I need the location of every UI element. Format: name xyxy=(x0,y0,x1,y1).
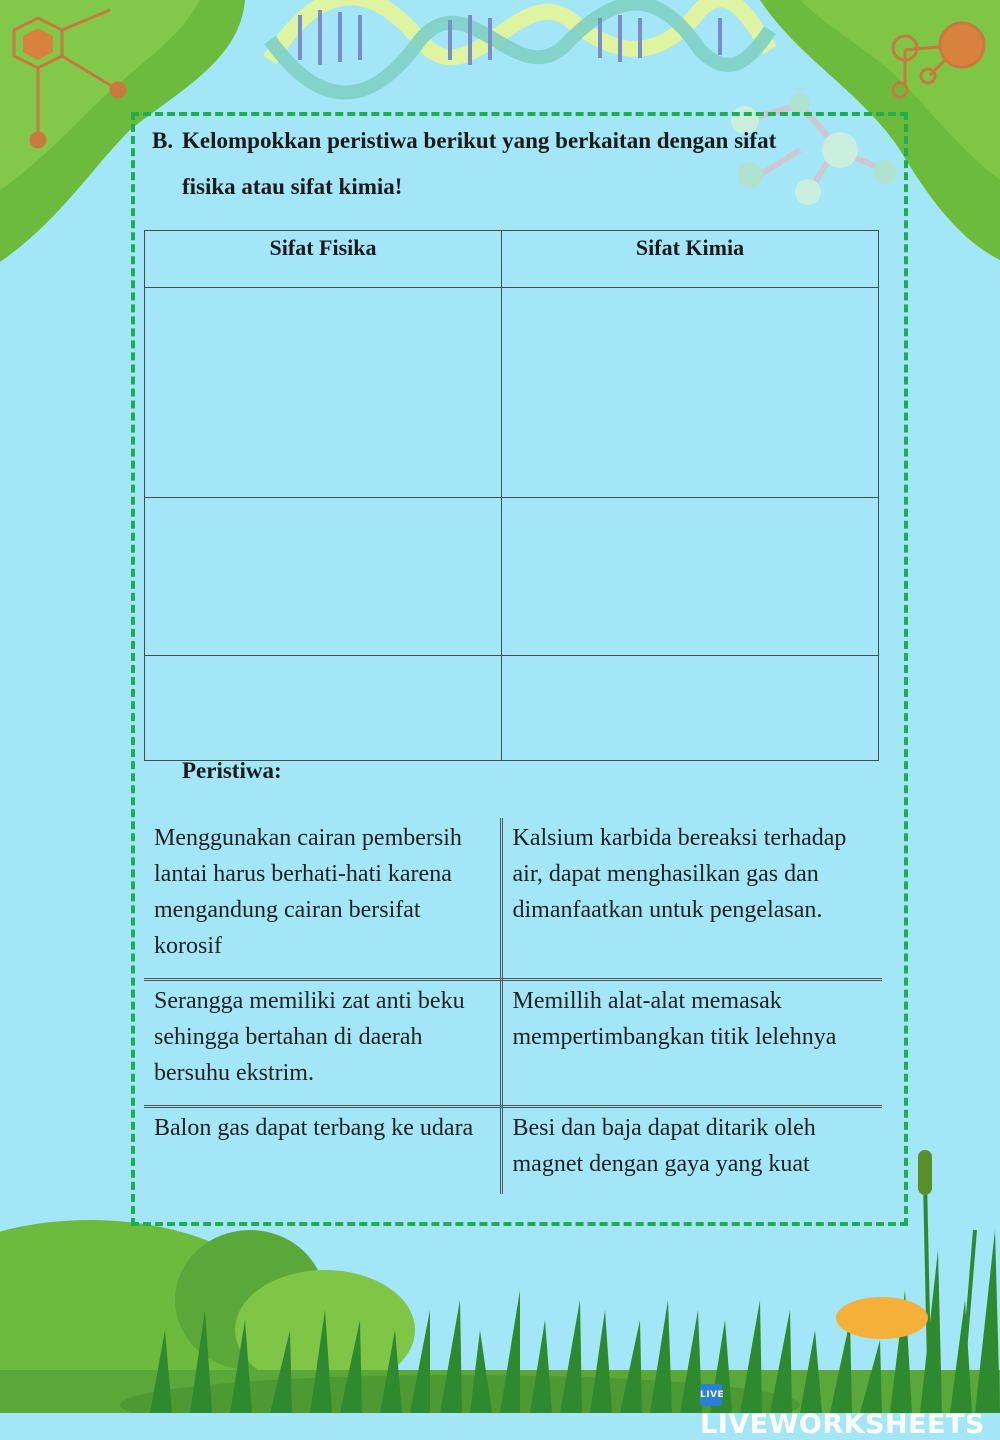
instruction-line-2: fisika atau sifat kimia! xyxy=(182,174,403,199)
event-card[interactable]: Serangga memiliki zat anti beku sehingga bertahan di daerah bersuhu ekstrim. xyxy=(144,980,501,1107)
logo-badge: LIVE xyxy=(700,1384,722,1406)
event-card[interactable]: Besi dan baja dapat ditarik oleh magnet dengan gaya yang kuat xyxy=(512,1115,816,1177)
drop-zone-kimia-1[interactable] xyxy=(502,288,879,498)
events-table xyxy=(144,818,882,1194)
column-header-kimia: Sifat Kimia xyxy=(502,231,879,288)
event-card[interactable]: Balon gas dapat terbang ke udara xyxy=(144,1107,501,1195)
drop-zone-fisika-2[interactable] xyxy=(145,498,502,656)
section-number: B. xyxy=(152,128,174,153)
section-heading xyxy=(152,118,892,210)
dna-helix-icon xyxy=(270,0,770,93)
instruction-line-1: Kelompokkan peristiwa berikut yang berkaitan dengan sifat xyxy=(182,128,777,153)
drop-zone-kimia-3[interactable] xyxy=(502,656,879,761)
drop-zone-fisika-3[interactable] xyxy=(145,656,502,761)
event-card[interactable]: Memillih alat-alat memasak mempertimbangkan titik lelehnya xyxy=(501,980,882,1107)
liveworksheets-logo xyxy=(700,1378,1000,1440)
drop-zone-fisika-1[interactable] xyxy=(145,288,502,498)
peristiwa-title: Peristiwa: xyxy=(182,758,282,783)
column-header-fisika: Sifat Fisika xyxy=(145,231,502,288)
logo-text: LIVEWORKSHEETS xyxy=(700,1409,985,1440)
event-card[interactable]: Kalsium karbida bereaksi terhadap air, dapat menghasilkan gas dan dimanfaatkan untuk pengelasan. xyxy=(501,818,882,980)
answer-table xyxy=(144,230,879,761)
orange-blob xyxy=(836,1297,928,1339)
event-card[interactable]: Menggunakan cairan pembersih lantai harus berhati-hati karena mengandung cairan bersifat korosif xyxy=(144,818,501,980)
drop-zone-kimia-2[interactable] xyxy=(502,498,879,656)
